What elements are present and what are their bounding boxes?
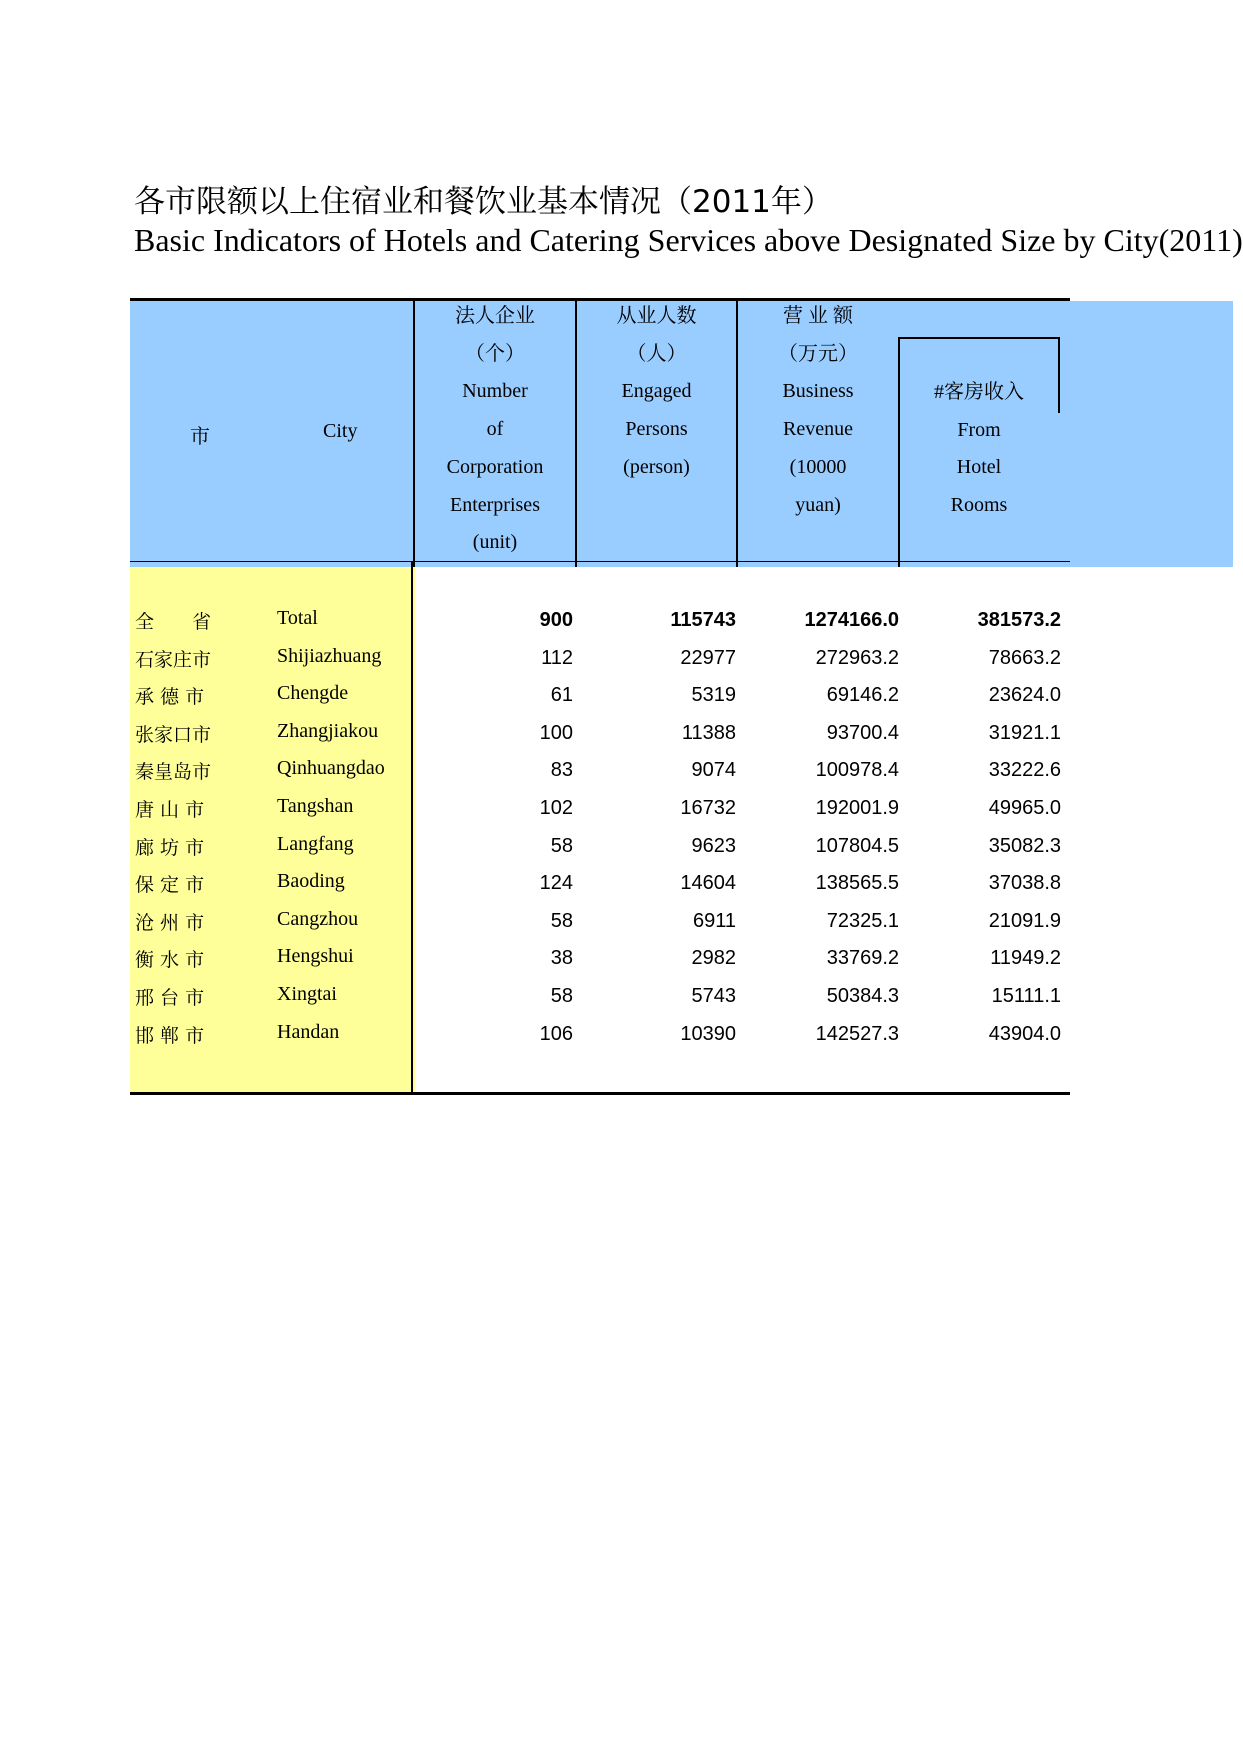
header-revenue-line: 营 业 额: [783, 305, 853, 327]
city-name-en: Shijiazhuang: [277, 644, 382, 667]
header-revenue: [738, 298, 898, 524]
table-row: [0, 977, 1240, 1015]
title-en: Basic Indicators of Hotels and Catering Services above Designated Size by City(2011): [134, 222, 1243, 258]
header-rooms-line: From: [957, 418, 1001, 441]
enterprises-cell: 58: [550, 834, 573, 857]
rooms-revenue-cell: 381573.2: [977, 609, 1061, 631]
city-name-en: Baoding: [277, 870, 345, 893]
city-name-cn: 廊 坊 市: [135, 836, 205, 859]
enterprises-cell: 102: [539, 797, 573, 819]
city-name-en: Tangshan: [277, 795, 354, 817]
header-enterprises-line: of: [486, 418, 504, 441]
header-persons: [577, 298, 736, 487]
table-row: [0, 827, 1240, 865]
enterprises-cell: 61: [550, 684, 573, 707]
rooms-revenue-cell: 11949.2: [990, 947, 1061, 970]
persons-cell: 16732: [680, 797, 736, 819]
persons-cell: 6911: [692, 909, 736, 932]
revenue-cell: 138565.5: [815, 872, 899, 895]
city-name-en: Xingtai: [277, 983, 337, 1005]
revenue-cell: 93700.4: [826, 721, 899, 744]
header-revenue-line: Business: [782, 380, 854, 403]
enterprises-cell: 38: [550, 947, 573, 970]
city-name-en: Handan: [277, 1020, 340, 1043]
header-enterprises: [415, 298, 575, 562]
city-name-cn: 承 德 市: [135, 686, 205, 709]
persons-cell: 11388: [681, 721, 736, 744]
revenue-cell: 33769.2: [826, 947, 899, 970]
city-name-cn: 衡 水 市: [135, 949, 205, 972]
rooms-revenue-cell: 43904.0: [988, 1022, 1061, 1045]
enterprises-cell: 58: [550, 909, 573, 932]
header-persons-line: Persons: [625, 418, 688, 441]
table-row: [0, 714, 1240, 752]
header-revenue-line: （万元）: [778, 342, 858, 365]
city-name-cn: 全 省: [135, 611, 212, 633]
rooms-revenue-cell: 78663.2: [988, 646, 1061, 669]
city-name-en: Chengde: [277, 682, 349, 705]
city-name-cn: 张家口市: [135, 723, 212, 746]
enterprises-cell: 112: [541, 646, 573, 669]
rooms-revenue-cell: 49965.0: [988, 797, 1061, 819]
subheader-rule: [898, 337, 1060, 339]
city-name-en: Langfang: [277, 832, 354, 855]
persons-cell: 5743: [691, 985, 736, 1007]
table-row: [0, 902, 1240, 940]
header-rooms: [900, 374, 1058, 525]
persons-cell: 14604: [680, 872, 736, 895]
persons-cell: 22977: [680, 646, 736, 669]
header-persons-line: 从业人数: [616, 305, 697, 327]
table-row: [0, 864, 1240, 902]
persons-cell: 10390: [680, 1022, 736, 1045]
revenue-cell: 192001.9: [815, 797, 899, 819]
header-enterprises-line: 法人企业: [455, 305, 535, 327]
persons-cell: 2982: [691, 947, 736, 970]
revenue-cell: 72325.1: [826, 909, 899, 932]
rooms-revenue-cell: 37038.8: [988, 872, 1061, 895]
city-name-cn: 保 定 市: [135, 874, 205, 897]
rooms-revenue-cell: 35082.3: [988, 834, 1061, 857]
header-enterprises-line: Corporation: [446, 455, 544, 478]
enterprises-cell: 124: [539, 872, 573, 895]
header-rooms-line: #客房收入: [934, 381, 1024, 403]
table-row: [0, 1015, 1240, 1053]
header-rooms-line: Rooms: [950, 494, 1008, 517]
city-name-en: Qinhuangdao: [277, 757, 385, 780]
rooms-revenue-cell: 31921.1: [988, 721, 1061, 744]
enterprises-cell: 106: [539, 1022, 573, 1045]
revenue-cell: 100978.4: [815, 759, 899, 782]
table-row: [0, 601, 1240, 639]
persons-cell: 9074: [691, 759, 736, 782]
header-bottom-rule: [130, 561, 1070, 562]
city-name-cn: 石家庄市: [135, 648, 212, 671]
rooms-revenue-cell: 15111.1: [991, 985, 1061, 1007]
header-enterprises-line: （个）: [465, 342, 525, 365]
revenue-cell: 50384.3: [826, 985, 899, 1007]
revenue-cell: 69146.2: [826, 684, 899, 707]
enterprises-cell: 58: [550, 985, 573, 1007]
header-enterprises-line: (unit): [472, 531, 518, 554]
revenue-cell: 142527.3: [815, 1022, 899, 1045]
city-name-en: Hengshui: [277, 945, 354, 968]
header-persons-line: （人）: [626, 342, 687, 365]
city-name-cn: 邯 郸 市: [135, 1024, 205, 1047]
table-row: [0, 751, 1240, 789]
table-row: [0, 789, 1240, 827]
table-bottom-rule: [130, 1092, 1070, 1095]
persons-cell: 9623: [691, 834, 736, 857]
city-name-cn: 沧 州 市: [135, 911, 205, 934]
persons-cell: 115743: [670, 609, 736, 631]
persons-cell: 5319: [691, 684, 736, 707]
table-row: [0, 639, 1240, 677]
header-revenue-line: (10000: [789, 455, 847, 478]
header-revenue-line: Revenue: [783, 418, 853, 441]
enterprises-cell: 83: [550, 759, 573, 782]
rooms-revenue-cell: 21091.9: [988, 909, 1061, 932]
city-name-en: Zhangjiakou: [277, 719, 379, 742]
city-name-en: Cangzhou: [277, 907, 359, 930]
revenue-cell: 107804.5: [815, 834, 899, 857]
header-persons-line: Engaged: [621, 380, 692, 403]
header-rooms-line: Hotel: [956, 456, 1002, 479]
city-name-cn: 秦皇岛市: [135, 761, 212, 784]
header-revenue-line: yuan): [795, 493, 841, 516]
city-name-cn: 邢 台 市: [135, 987, 205, 1009]
rooms-revenue-cell: 33222.6: [988, 759, 1061, 782]
header-enterprises-line: Enterprises: [450, 493, 540, 516]
revenue-cell: 272963.2: [815, 646, 899, 669]
header-city-cn: 市: [190, 426, 210, 448]
revenue-cell: 1274166.0: [804, 609, 899, 631]
city-name-cn: 唐 山 市: [135, 799, 205, 821]
header-persons-line: (person): [623, 455, 690, 478]
rooms-revenue-cell: 23624.0: [988, 684, 1061, 707]
table-row: [0, 939, 1240, 977]
city-name-en: Total: [277, 607, 318, 629]
header-city-en: City: [323, 420, 358, 442]
enterprises-cell: 900: [539, 609, 573, 631]
title-cn: 各市限额以上住宿业和餐饮业基本情况（2011年）: [134, 184, 833, 220]
table-row: [0, 676, 1240, 714]
enterprises-cell: 100: [539, 721, 573, 744]
header-enterprises-line: Number: [462, 380, 528, 403]
header-divider-5: [1058, 338, 1060, 413]
